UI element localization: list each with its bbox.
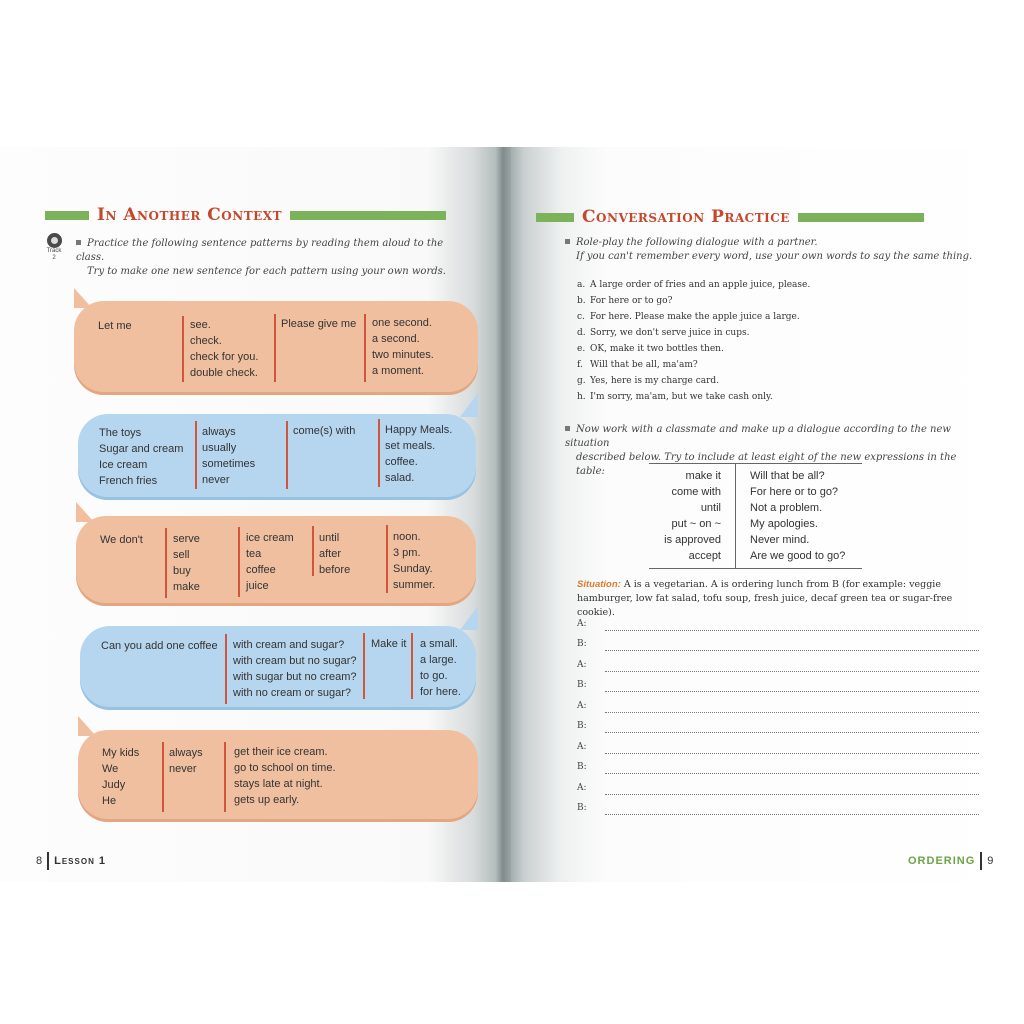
header-bar-right	[290, 211, 446, 220]
situation-label: Situation:	[577, 579, 621, 590]
track-number: 2	[52, 255, 56, 261]
divider	[386, 525, 388, 593]
bubble3-col-preposition: until after before	[319, 532, 351, 576]
bullet-icon	[565, 239, 570, 244]
divider	[312, 526, 314, 576]
right-section-header	[536, 207, 924, 227]
divider	[195, 421, 197, 489]
divider	[286, 421, 288, 489]
track-label: Track	[46, 248, 62, 254]
dialogue-blank-line[interactable]: B:	[577, 721, 979, 737]
bubble-tail-3	[76, 502, 94, 522]
list-item: d. Sorry, we don't serve juice in cups.	[577, 328, 750, 338]
book-gutter	[495, 147, 511, 882]
bubble2-col-frequency: always usually sometimes never	[202, 426, 256, 486]
right-instructions-1	[565, 236, 985, 264]
cd-icon	[47, 233, 62, 248]
dialogue-blank-line[interactable]: B:	[577, 639, 979, 655]
divider	[225, 634, 227, 704]
chapter-label: ORDERING	[908, 855, 976, 867]
divider	[224, 742, 226, 812]
left-section-title: In Another Context	[97, 205, 283, 225]
dialogue-blank-line[interactable]: A:	[577, 660, 979, 676]
bubble5-col-action: get their ice cream. go to school on time. stays late at night. gets up early.	[234, 746, 336, 806]
dialogue-blank-line[interactable]: B:	[577, 680, 979, 696]
list-item: e. OK, make it two bottles then.	[577, 344, 724, 354]
bubble3-col-item: ice cream tea coffee juice	[246, 532, 294, 592]
list-item: f. Will that be all, ma'am?	[577, 360, 698, 370]
dialogue-blank-line[interactable]: A:	[577, 742, 979, 758]
table-col-phrases: make it come with until put ~ on ~ is approved accept	[664, 470, 721, 562]
page-number-left: 8	[36, 855, 43, 867]
bubble-tail-5	[78, 716, 96, 736]
bubble1-col-time: one second. a second. two minutes. a moment.	[372, 317, 434, 377]
instruction-line-1: Practice the following sentence patterns by reading them aloud to the class.	[76, 238, 444, 263]
bubble2-col-subject: The toys Sugar and cream Ice cream French fries	[99, 427, 184, 487]
page-number-right: 9	[987, 855, 994, 867]
audio-track-icon[interactable]	[44, 233, 64, 263]
bullet-icon	[76, 240, 81, 245]
right-section-title: Conversation Practice	[582, 207, 790, 227]
bubble-tail-4	[460, 606, 478, 630]
instruction-line-2: described below. Try to include at least eight of the new expressions in the table:	[576, 452, 957, 477]
dialogue-blank-line[interactable]: A:	[577, 619, 979, 635]
left-instructions	[76, 237, 456, 279]
bubble5-col-subject: My kids We Judy He	[102, 747, 140, 807]
right-footer	[908, 852, 993, 870]
situation-body: A is a vegetarian. A is ordering lunch from B (for example: veggie hamburger, low fat salad, tofu soup, fresh juice, decaf green tea or sugar-free cookie).	[577, 579, 953, 618]
divider	[378, 419, 380, 487]
bubble3-col-subject: We don't	[100, 534, 143, 546]
bubble4-col-option: with cream and sugar? with cream but no sugar? with sugar but no cream? with no cream or sugar?	[233, 639, 357, 699]
expressions-table	[649, 463, 862, 569]
left-section-header	[45, 205, 446, 225]
bubble2-col-object: Happy Meals. set meals. coffee. salad.	[385, 424, 453, 484]
left-footer	[36, 852, 106, 870]
dialogue-blank-line[interactable]: B:	[577, 762, 979, 778]
list-item: c. For here. Please make the apple juice a large.	[577, 312, 800, 322]
dialogue-list	[577, 277, 810, 405]
instruction-line-1: Role-play the following dialogue with a partner.	[576, 237, 818, 248]
divider	[363, 633, 365, 699]
divider	[162, 742, 164, 812]
divider	[238, 527, 240, 597]
instruction-line-2: If you can't remember every word, use your own words to say the same thing.	[576, 251, 973, 262]
bubble5-col-frequency: always never	[169, 747, 203, 775]
bubble4-col-question: Can you add one coffee	[101, 640, 218, 652]
list-item: a. A large order of fries and an apple juice, please.	[577, 280, 811, 290]
instruction-line-2: Try to make one new sentence for each pattern using your own words.	[87, 266, 446, 277]
dialogue-blank-line[interactable]: A:	[577, 783, 979, 799]
bubble-tail-2	[460, 393, 478, 417]
list-item: b. For here or to go?	[577, 296, 673, 306]
bullet-icon	[565, 426, 570, 431]
header-bar-left	[45, 211, 89, 220]
bubble2-col-verb: come(s) with	[293, 425, 356, 437]
header-bar-right	[798, 213, 924, 222]
bubble3-col-verb: serve sell buy make	[173, 533, 200, 593]
bubble3-col-time: noon. 3 pm. Sunday. summer.	[393, 531, 436, 591]
divider	[364, 314, 366, 382]
footer-divider	[980, 852, 982, 870]
instruction-line-1: Now work with a classmate and make up a dialogue according to the new situation	[565, 424, 951, 449]
bubble-tail-1	[74, 288, 92, 308]
bubble4-col-make: Make it	[371, 638, 407, 650]
list-item: h. I'm sorry, ma'am, but we take cash only.	[577, 392, 773, 402]
situation-text	[577, 578, 982, 620]
bubble1-col-subject: Let me	[98, 320, 132, 332]
table-divider	[735, 464, 736, 568]
bubble4-col-size: a small. a large. to go. for here.	[420, 638, 461, 698]
divider	[274, 314, 276, 382]
bubble1-col-verb: see. check. check for you. double check.	[190, 319, 259, 379]
lesson-label: Lesson 1	[54, 855, 107, 867]
divider	[165, 528, 167, 598]
header-bar-left	[536, 213, 574, 222]
divider	[182, 316, 184, 382]
dialogue-blank-line[interactable]: B:	[577, 803, 979, 819]
dialogue-blank-line[interactable]: A:	[577, 701, 979, 717]
bubble1-col-request: Please give me	[281, 318, 357, 330]
list-item: g. Yes, here is my charge card.	[577, 376, 720, 386]
table-col-expressions: Will that be all? For here or to go? Not a problem. My apologies. Never mind. Are we good to go?	[750, 470, 846, 562]
footer-divider	[47, 852, 49, 870]
divider	[411, 633, 413, 699]
